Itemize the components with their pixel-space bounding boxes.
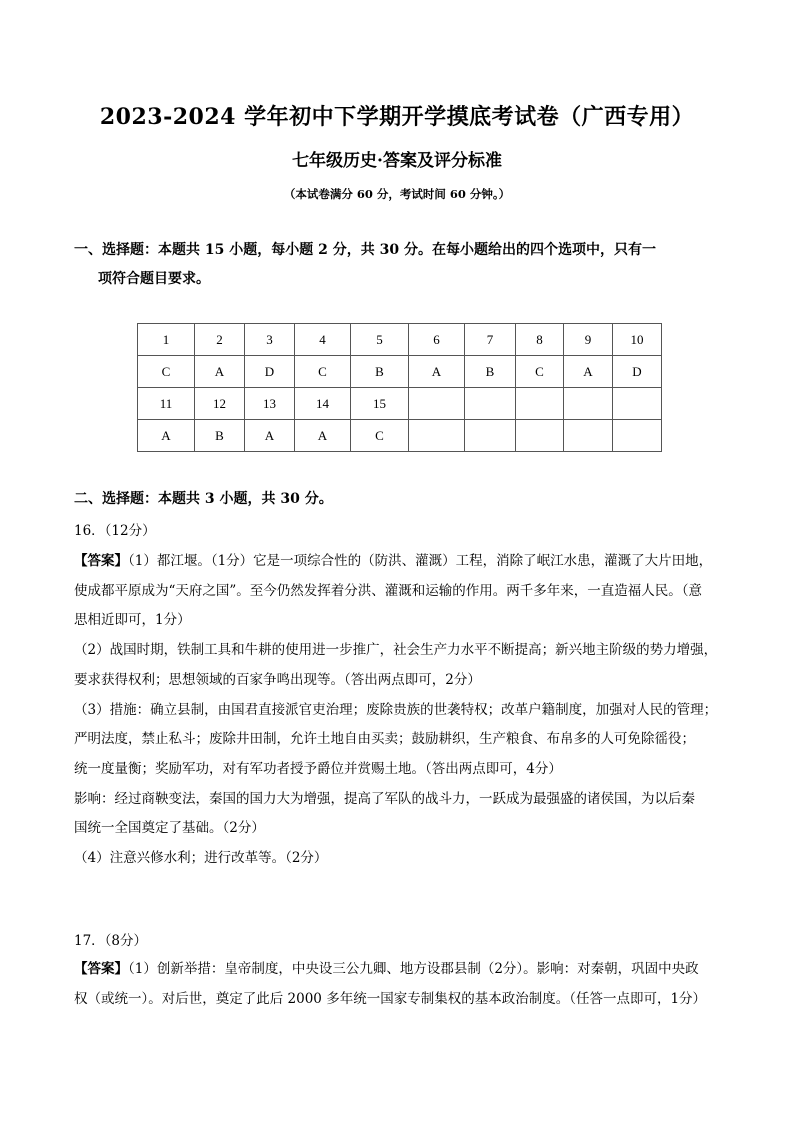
table-cell (516, 388, 564, 420)
table-cell: D (245, 356, 295, 388)
q17-answer (74, 955, 724, 1014)
table-cell: 3 (245, 324, 295, 356)
table-cell: A (245, 420, 295, 452)
table-cell: A (195, 356, 245, 388)
answer-line: （2）战国时期，铁制工具和牛耕的使用进一步推广，社会生产力水平不断提高；新兴地主阶级的势力增强， (74, 642, 718, 659)
table-cell: 13 (245, 388, 295, 420)
table-cell (465, 388, 516, 420)
table-cell: A (564, 356, 613, 388)
answer-line: （3）措施：确立县制，由国君直接派官吏治理；废除贵族的世袭特权；改革户籍制度，加强对人民的管理； (74, 701, 718, 718)
table-cell: A (138, 420, 195, 452)
q16-answer (74, 547, 724, 874)
q17-number: 17．（8分） (74, 933, 148, 949)
table-row (138, 420, 662, 452)
table-cell: 2 (195, 324, 245, 356)
section1-heading (74, 236, 724, 294)
answer-line: 国统一全国奠定了基础。（2分） (74, 820, 265, 837)
table-row (138, 324, 662, 356)
table-cell: 6 (409, 324, 465, 356)
table-row (138, 388, 662, 420)
answer-line: （4）注意兴修水利；进行改革等。（2分） (74, 850, 328, 867)
answer-line: 影响：经过商鞅变法，秦国的国力大为增强，提高了军队的战斗力，一跃成为最强盛的诸侯国，为以后秦 (74, 790, 695, 807)
table-row (138, 356, 662, 388)
section1-heading-line1: 一、选择题：本题共 15 小题，每小题 2 分，共 30 分。在每小题给出的四个选项中，只有一 (74, 242, 656, 258)
table-cell: A (409, 356, 465, 388)
table-cell: A (295, 420, 351, 452)
answer-line: 权（或统一）。对后世，奠定了此后 2000 多年统一国家专制集权的基本政治制度。（任答一点即可，1分） (74, 990, 707, 1007)
table-cell: C (295, 356, 351, 388)
page-subtitle: 七年级历史·答案及评分标准 (292, 151, 502, 171)
table-cell: C (138, 356, 195, 388)
table-cell (613, 420, 662, 452)
table-cell: 8 (516, 324, 564, 356)
table-cell (409, 420, 465, 452)
table-cell (465, 420, 516, 452)
table-cell (564, 420, 613, 452)
section2-heading: 二、选择题：本题共 3 小题，共 30 分。 (74, 491, 333, 507)
section1-heading-line2: 项符合题目要求。 (98, 271, 210, 287)
table-cell: C (516, 356, 564, 388)
answer-line: 严明法度，禁止私斗；废除井田制，允许土地自由买卖；鼓励耕织，生产粮食、布帛多的人可免除徭役； (74, 731, 695, 748)
table-cell: B (465, 356, 516, 388)
table-cell: 15 (351, 388, 409, 420)
exam-note: （本试卷满分 60 分，考试时间 60 分钟。） (283, 187, 511, 201)
table-cell (516, 420, 564, 452)
answer-tag: 【答案】 (74, 553, 128, 569)
table-cell: B (351, 356, 409, 388)
answer-line (74, 547, 724, 577)
table-cell (409, 388, 465, 420)
answer-line: 思相近即可，1分） (74, 612, 191, 629)
table-cell: 12 (195, 388, 245, 420)
answer-text: （1）创新举措：皇帝制度，中央设三公九卿、地方设郡县制（2分）。影响：对秦朝，巩固中央政 (128, 961, 699, 977)
answer-line (74, 955, 724, 985)
table-cell: 9 (564, 324, 613, 356)
table-cell: 5 (351, 324, 409, 356)
table-cell: 7 (465, 324, 516, 356)
answer-line: 统一度量衡；奖励军功，对有军功者授予爵位并赏赐土地。（答出两点即可，4分） (74, 760, 562, 777)
table-cell (613, 388, 662, 420)
answer-line: 要求获得权利；思想领域的百家争鸣出现等。（答出两点即可，2分） (74, 671, 481, 688)
table-cell: 10 (613, 324, 662, 356)
answer-text: （1）都江堰。（1分）它是一项综合性的（防洪、灌溉）工程，消除了岷江水患，灌溉了大片田地， (128, 553, 713, 569)
table-cell: C (351, 420, 409, 452)
table-cell: 4 (295, 324, 351, 356)
table-cell: B (195, 420, 245, 452)
page-title: 2023-2024 学年初中下学期开学摸底考试卷（广西专用） (99, 104, 695, 130)
answer-tag: 【答案】 (74, 961, 128, 977)
table-cell: 14 (295, 388, 351, 420)
table-cell: 11 (138, 388, 195, 420)
answer-table (137, 323, 662, 452)
answer-line: 使成都平原成为“天府之国”。至今仍然发挥着分洪、灌溉和运输的作用。两千多年来，一直造福人民。（意 (74, 582, 703, 599)
table-cell: D (613, 356, 662, 388)
table-cell: 1 (138, 324, 195, 356)
table-cell (564, 388, 613, 420)
q16-number: 16．（12分） (74, 523, 156, 539)
